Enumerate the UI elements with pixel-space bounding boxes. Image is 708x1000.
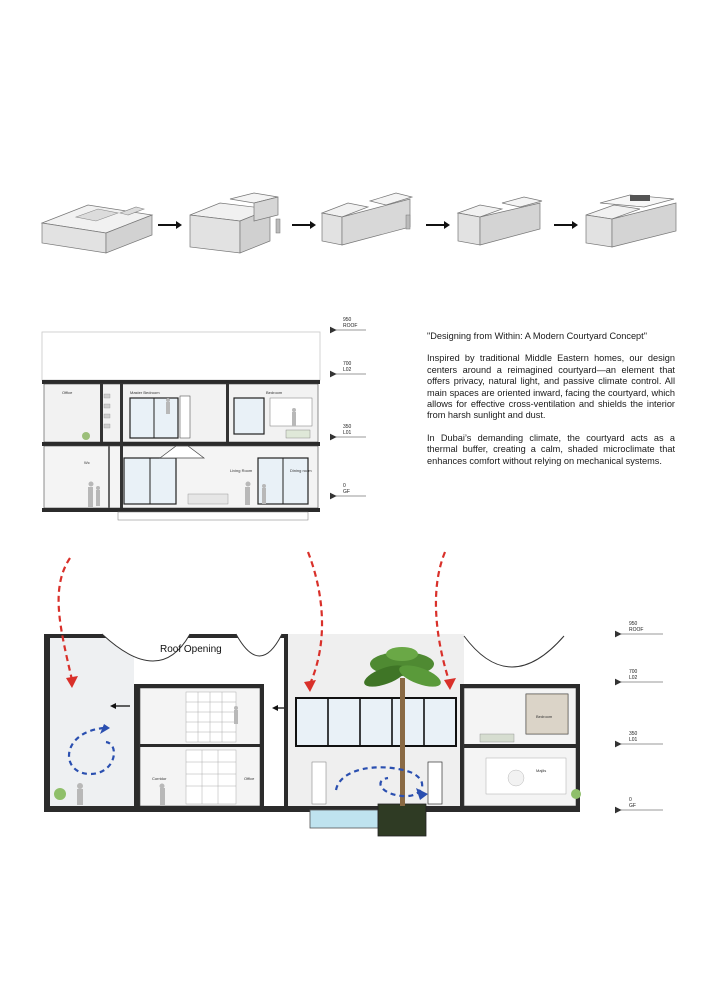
level-l02: 700 L02 bbox=[629, 669, 638, 681]
description-text-block bbox=[427, 331, 675, 478]
room-label-office: Office bbox=[244, 776, 255, 781]
roof-opening-label: Roof Opening bbox=[160, 644, 222, 655]
level-l01: 350 L01 bbox=[629, 731, 638, 743]
description-title: "Designing from Within: A Modern Courtyard Concept" bbox=[427, 331, 647, 341]
level-markers-section-2 bbox=[615, 620, 665, 820]
room-label-living-room: Living Room bbox=[230, 468, 253, 473]
right-arrow-icon bbox=[292, 221, 316, 229]
room-label-dining-room: Dining room bbox=[290, 468, 312, 473]
level-l02: 700 L02 bbox=[343, 361, 352, 373]
level-roof: 950 ROOF bbox=[343, 317, 358, 329]
level-ticks bbox=[615, 620, 665, 820]
right-arrow-icon bbox=[426, 221, 450, 229]
description-paragraph-2: In Dubai’s demanding climate, the courtyard acts as a thermal buffer, creating a calm, shaded microclimate that enhances comfort without relying on mechanical systems. bbox=[427, 432, 675, 466]
building-section-1 bbox=[38, 318, 328, 528]
room-label-office: Office bbox=[62, 390, 73, 395]
massing-step-4 bbox=[458, 197, 542, 245]
level-l01: 350 L01 bbox=[343, 424, 352, 436]
massing-step-1 bbox=[42, 205, 152, 253]
room-label-bedroom: Bedroom bbox=[536, 714, 553, 719]
room-label-wc: Wc bbox=[84, 460, 90, 465]
right-arrow-icon bbox=[158, 221, 182, 229]
room-label-majlis: Majlis bbox=[536, 768, 547, 773]
level-gf: 0 GF bbox=[343, 483, 350, 495]
room-label-master-bedroom: Master Bedroom bbox=[130, 390, 160, 395]
room-label-corridor: Corridor bbox=[152, 776, 167, 781]
room-label-bedroom: Bedroom bbox=[266, 390, 283, 395]
massing-step-3 bbox=[322, 193, 412, 245]
building-section-2 bbox=[40, 548, 600, 848]
massing-step-5 bbox=[586, 195, 676, 247]
level-gf: 0 GF bbox=[629, 797, 636, 809]
level-ticks bbox=[330, 318, 370, 508]
description-paragraph-1: Inspired by traditional Middle Eastern homes, our design centers around a reimagined courtyard—an element that offers privacy, natural light, and passive climate control. All main spaces are oriented inward, facing the courtyard, which allows for effective cross-ventilation and shields the interior from harsh sunlight and dust. bbox=[427, 353, 675, 421]
level-roof: 950 ROOF bbox=[629, 621, 644, 633]
massing-step-2 bbox=[190, 193, 280, 253]
level-markers-section-1 bbox=[330, 318, 370, 508]
right-arrow-icon bbox=[554, 221, 578, 229]
massing-diagram bbox=[40, 185, 680, 265]
